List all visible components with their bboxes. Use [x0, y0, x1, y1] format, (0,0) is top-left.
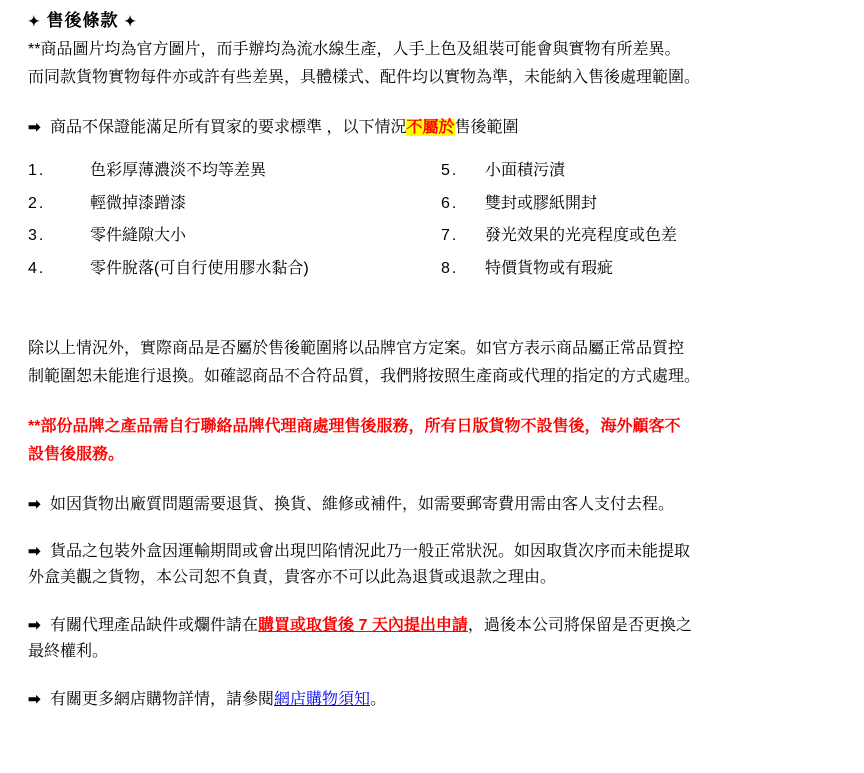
missing-parts-paragraph-line-1 — [28, 613, 844, 639]
red-notice-line-1: **部份品牌之產品需自行聯絡品牌代理商處理售後服務，所有日版貨物不設售後，海外顧客不 — [28, 417, 681, 435]
page-title-text: 售後條款 — [46, 11, 119, 30]
packaging-text-1: 貨品之包裝外盒因運輸期間或會出現凹陷情況此乃一般正常狀況。如因取貨次序而未能提取 — [50, 543, 691, 561]
list-item-label: 色彩厚薄濃淡不均等差異 — [90, 161, 267, 179]
intro-line-2: 而同款貨物實物每件亦或許有些差異，具體樣式、配件均以實物為準，未能納入售後處理範圍。 — [28, 68, 701, 86]
list-item-label: 零件脫落(可自行使用膠水黏合) — [90, 260, 309, 278]
exclusion-list-left-column — [28, 155, 431, 286]
list-item-number: 5. — [441, 161, 459, 179]
list-item — [28, 188, 431, 221]
list-item-number: 6. — [441, 194, 459, 212]
diamond-icon-left: ✦ — [28, 13, 41, 30]
intro-line-1: **商品圖片均為官方圖片，而手辦均為流水線生產，人手上色及組裝可能會與實物有所差異。 — [28, 41, 681, 58]
exclusion-list-right-column — [431, 155, 844, 286]
list-item-label: 輕微掉漆蹭漆 — [90, 194, 187, 212]
missing-parts-paragraph-line-2: 最終權利。 — [28, 643, 109, 661]
list-item-label: 發光效果的光亮程度或色差 — [485, 227, 678, 245]
notice-highlight: 不屬於 — [406, 118, 455, 136]
exclusion-list — [28, 155, 844, 286]
more-info-paragraph — [28, 687, 844, 713]
missing-parts-emphasis: 購買或取貨後 7 天內提出申請 — [258, 617, 468, 635]
list-item-number: 7. — [441, 227, 459, 245]
missing-parts-text-before: 有關代理產品缺件或爛件請在 — [50, 617, 259, 635]
arrow-icon-more-info: ➡ — [28, 691, 41, 709]
list-item — [441, 155, 844, 188]
list-item — [28, 253, 431, 286]
list-item-label: 小面積污漬 — [485, 161, 566, 179]
list-item-label: 特價貨物或有瑕疵 — [485, 260, 614, 278]
notice-text-before: 商品不保證能滿足所有買家的要求標準 ，以下情況 — [50, 118, 407, 136]
list-item — [28, 220, 431, 253]
more-info-text-before: 有關更多網店購物詳情，請參閱 — [50, 691, 275, 709]
list-item-number: 4. — [28, 260, 46, 278]
list-item-number: 1. — [28, 161, 46, 179]
more-info-text-after: 。 — [370, 691, 387, 709]
arrow-icon-notice: ➡ — [28, 118, 41, 136]
list-item-label: 雙封或膠紙開封 — [485, 194, 598, 212]
missing-parts-text-after: ，過後本公司將保留是否更換之 — [467, 617, 692, 635]
arrow-icon-shipping: ➡ — [28, 495, 41, 513]
quality-paragraph-line-1: 除以上情況外，實際商品是否屬於售後範圍將以品牌官方定案。如官方表示商品屬正常品質控 — [28, 339, 685, 357]
list-item-label: 零件縫隙大小 — [90, 227, 187, 245]
arrow-icon-missing-parts: ➡ — [28, 617, 41, 635]
list-item — [441, 188, 844, 221]
notice-text-after: 售後範圍 — [454, 118, 519, 136]
notice-line — [28, 115, 844, 141]
list-item — [441, 220, 844, 253]
list-item-number: 8. — [441, 260, 459, 278]
page-title — [28, 6, 844, 31]
list-item-number: 2. — [28, 194, 46, 212]
list-item — [441, 253, 844, 286]
shop-notice-link[interactable]: 網店購物須知 — [274, 691, 371, 709]
shipping-paragraph — [28, 492, 844, 518]
list-item — [28, 155, 431, 188]
list-item-number: 3. — [28, 227, 46, 245]
packaging-paragraph-line-1 — [28, 539, 844, 565]
shipping-text: 如因貨物出廠質問題需要退貨、換貨、維修或補件，如需要郵寄費用需由客人支付去程。 — [50, 495, 675, 513]
arrow-icon-packaging: ➡ — [28, 543, 41, 561]
quality-paragraph-line-2: 制範圍恕未能進行退換。如確認商品不合符品質，我們將按照生產商或代理的指定的方式處理。 — [28, 367, 701, 385]
red-notice-line-2: 設售後服務。 — [28, 445, 125, 463]
diamond-icon-right: ✦ — [124, 13, 137, 30]
packaging-paragraph-line-2: 外盒美觀之貨物，本公司恕不負責，貴客亦不可以此為退貨或退款之理由。 — [28, 569, 557, 587]
